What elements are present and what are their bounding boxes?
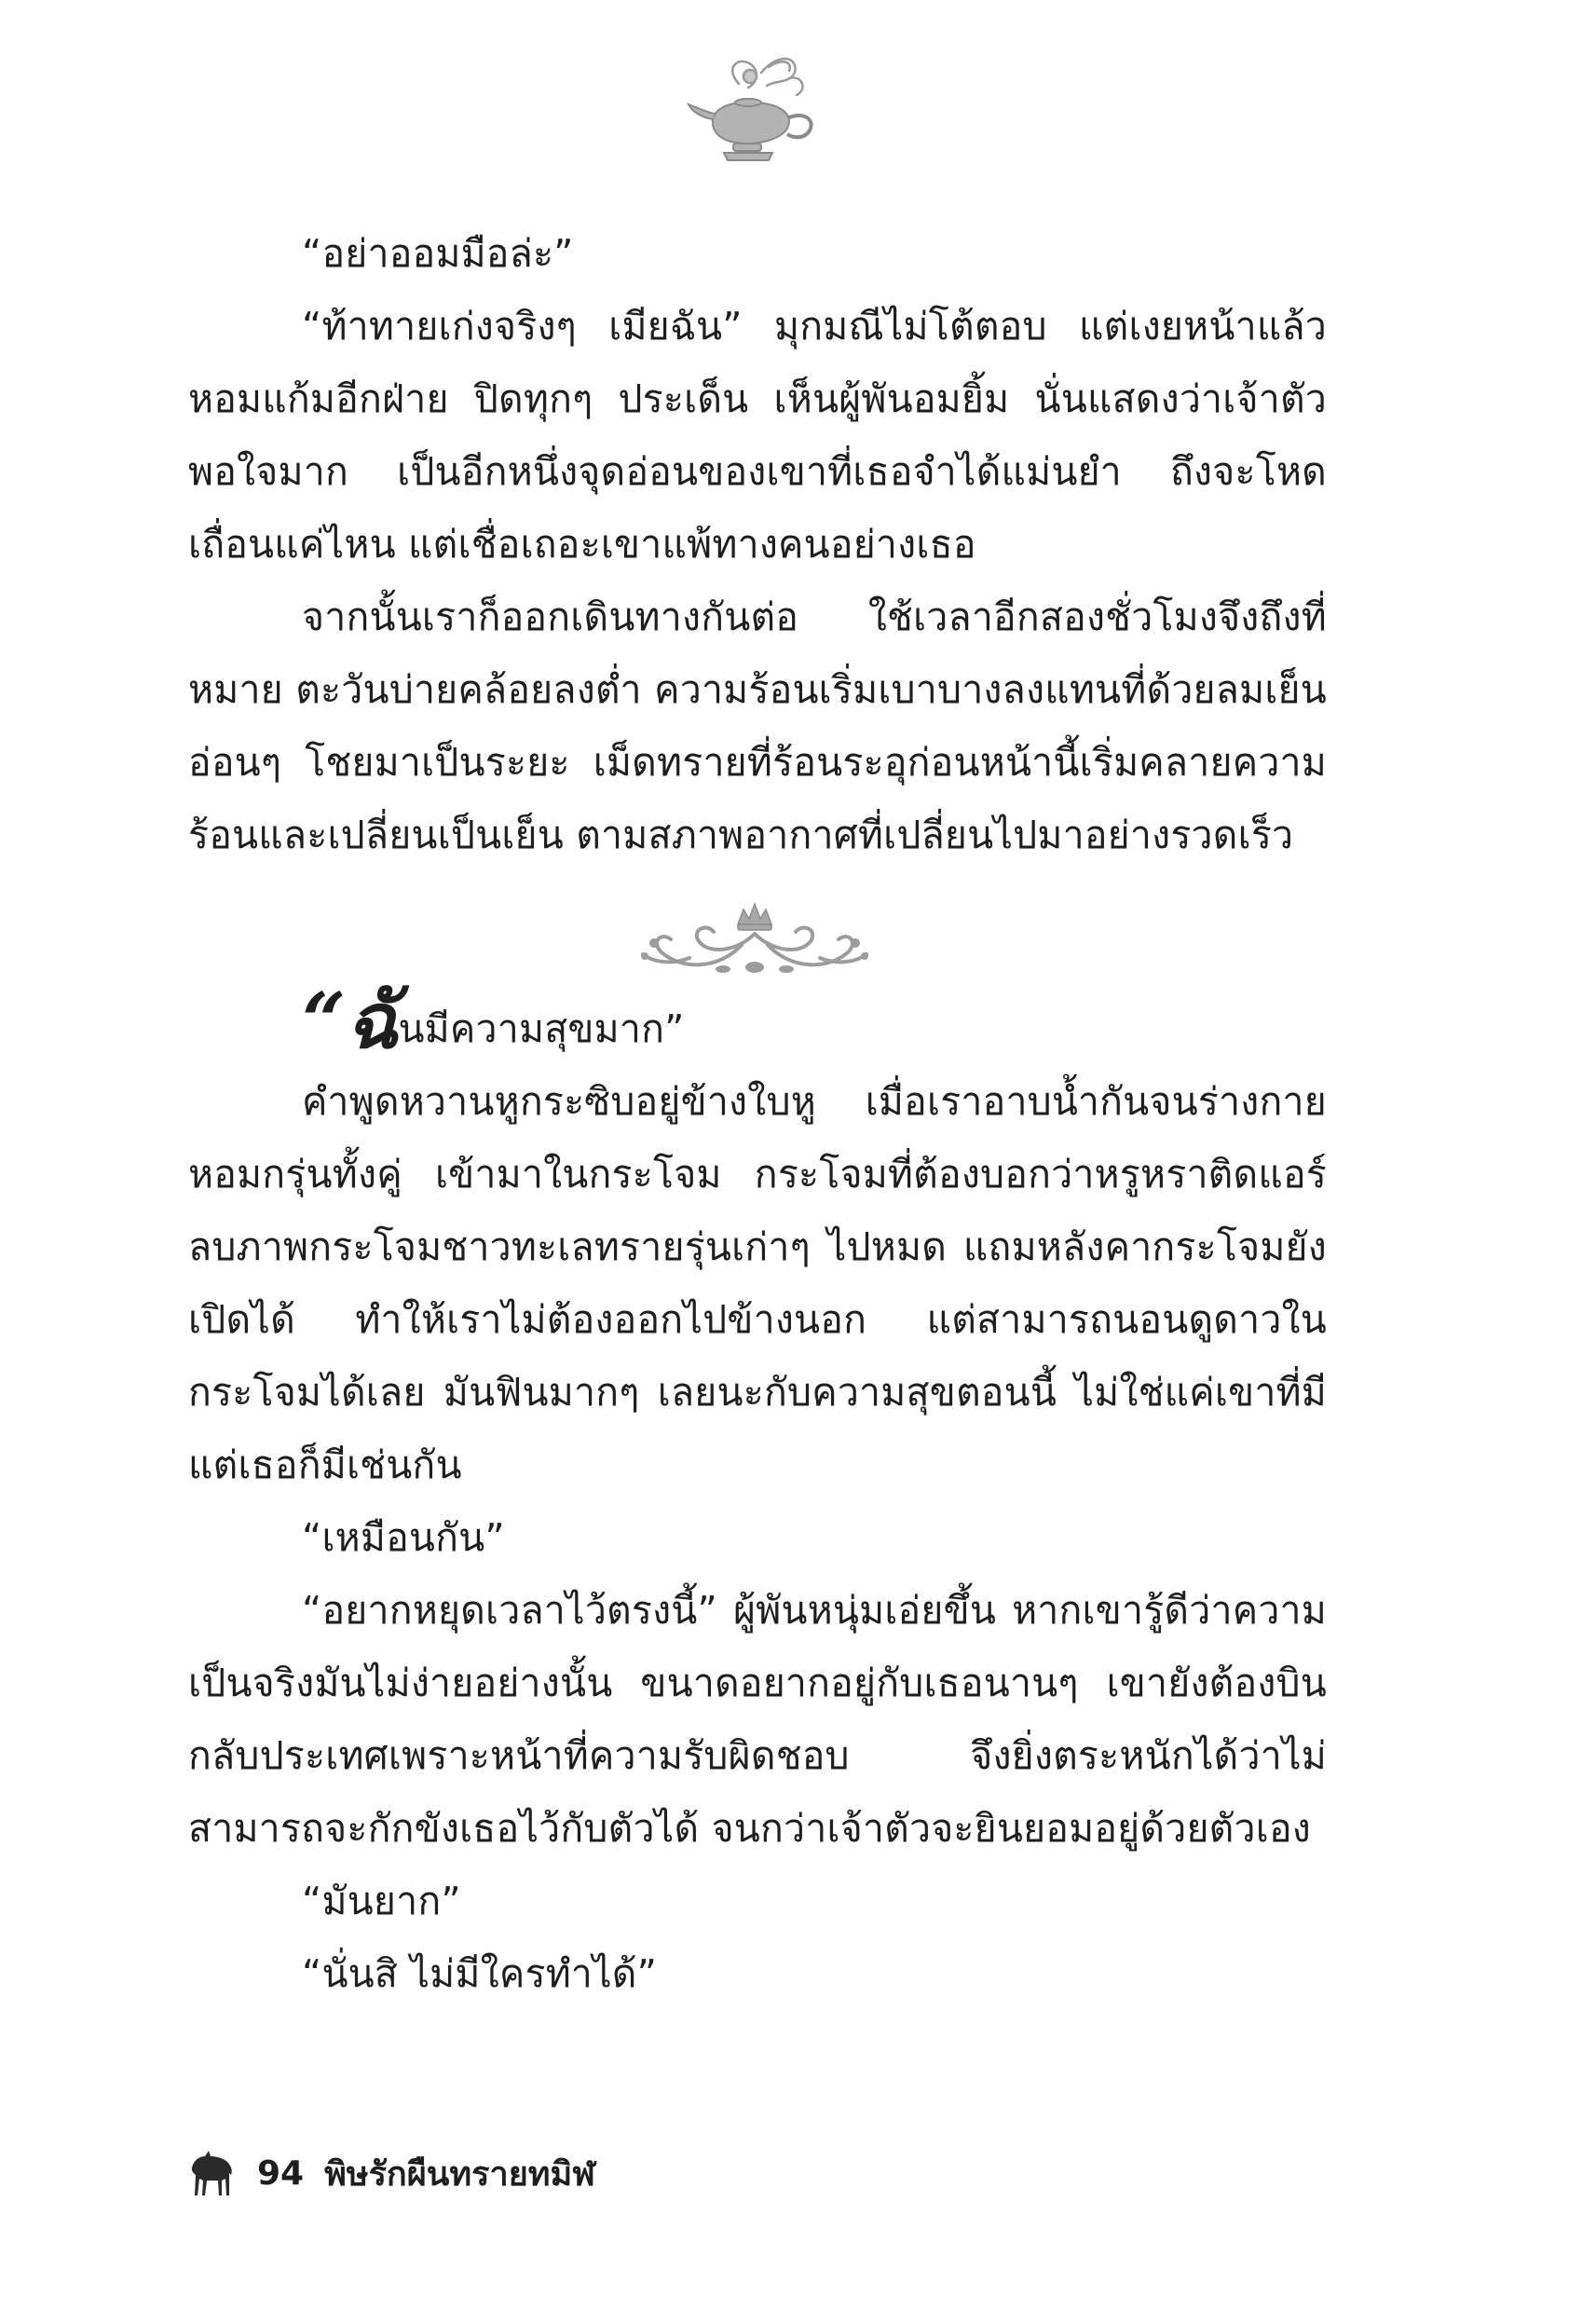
narrative-paragraph: “ท้าทายเก่งจริงๆ เมียฉัน” มุกมณีไม่โต้ตอบ แต่เงยหน้าแล้วหอมแก้มอีกฝ่าย ปิดทุกๆ ประเด็น เห็นผู้พันอมยิ้ม นั่นแสดงว่าเจ้าตัวพอใจมาก เป็นอีกหนึ่งจุดอ่อนของเขาที่เธอจำได้แม่นยำ ถึงจะโหดเถื่อนแค่ไหน แต่เชื่อเถอะเขาแพ้ทางคนอย่างเธอ bbox=[188, 304, 1327, 567]
narrative-paragraph: จากนั้นเราก็ออกเดินทางกันต่อ ใช้เวลาอีกสองชั่วโมงจึงถึงที่หมาย ตะวันบ่ายคล้อยลงต่ำ ความร้อนเริ่มเบาบางลงแทนที่ด้วยลมเย็นอ่อนๆ โชยมาเป็นระยะ เม็ดทรายที่ร้อนระอุก่อนหน้านี้เริ่มคลายความร้อนและเปลี่ยนเป็นเย็น ตามสภาพอากาศที่เปลี่ยนไปมาอย่างรวดเร็ว bbox=[188, 595, 1327, 857]
book-title: พิษรักผืนทรายทมิฬ bbox=[324, 2154, 595, 2194]
dialogue-opening-line bbox=[188, 977, 1327, 1066]
cupid-genie-lamp-icon bbox=[685, 47, 825, 168]
crown-flourish-divider-icon bbox=[634, 896, 876, 985]
page-footer bbox=[186, 2145, 595, 2201]
dialogue-paragraph: “เหมือนกัน” bbox=[302, 1515, 505, 1560]
drop-cap bbox=[302, 977, 398, 1066]
horse-icon bbox=[186, 2149, 239, 2197]
page-number: 94 bbox=[257, 2154, 305, 2193]
narrative-section-2 bbox=[188, 977, 1327, 2010]
dialogue-opening-rest: นมีความสุขมาก” bbox=[398, 1006, 685, 1051]
drop-cap-quote: “ bbox=[302, 977, 347, 1066]
dialogue-paragraph: “นั่นสิ ไม่มีใครทำได้” bbox=[302, 1951, 658, 1996]
dialogue-paragraph: “มันยาก” bbox=[302, 1879, 461, 1923]
narrative-paragraph: คำพูดหวานหูกระซิบอยู่ข้างใบหู เมื่อเราอาบน้ำกันจนร่างกายหอมกรุ่นทั้งคู่ เข้ามาในกระโจม กระโจมที่ต้องบอกว่าหรูหราติดแอร์ ลบภาพกระโจมชาวทะเลทรายรุ่นเก่าๆ ไปหมด แถมหลังคากระโจมยังเปิดได้ ทำให้เราไม่ต้องออกไปข้างนอก แต่สามารถนอนดูดาวในกระโจมได้เลย มันฟินมากๆ เลยนะกับความสุขตอนนี้ ไม่ใช่แค่เขาที่มี แต่เธอก็มีเช่นกัน bbox=[188, 1079, 1327, 1487]
narrative-paragraph: “อยากหยุดเวลาไว้ตรงนี้” ผู้พันหนุ่มเอ่ยขึ้น หากเขารู้ดีว่าความเป็นจริงมันไม่ง่ายอย่างนั้น ขนาดอยากอยู่กับเธอนานๆ เขายังต้องบินกลับประเทศเพราะหน้าที่ความรับผิดชอบ จึงยิ่งตระหนักได้ว่าไม่สามารถจะกักขังเธอไว้กับตัวได้ จนกว่าเจ้าตัวจะยินยอมอยู่ด้วยตัวเอง bbox=[188, 1588, 1327, 1851]
drop-cap-letter: ฉั bbox=[346, 977, 399, 1066]
narrative-section-1 bbox=[188, 217, 1327, 871]
dialogue-paragraph: “อย่าออมมือล่ะ” bbox=[302, 231, 574, 276]
